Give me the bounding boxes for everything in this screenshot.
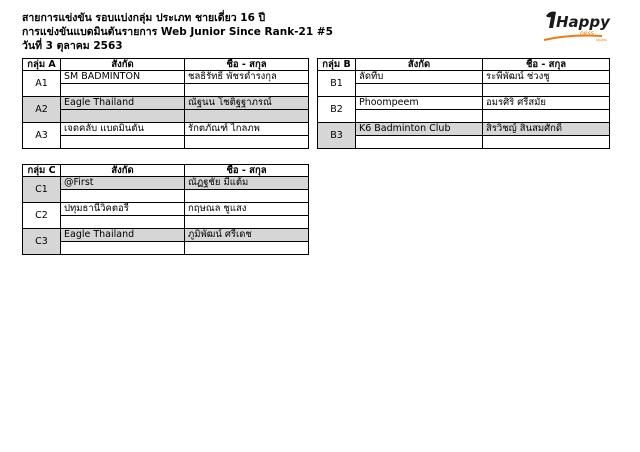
logo-text: Happy (556, 13, 610, 31)
affiliation-cell: Eagle Thailand (61, 229, 185, 242)
seed-code: C1 (23, 177, 61, 203)
table-row (23, 97, 309, 110)
table-row (318, 71, 610, 84)
table-row-blank (23, 216, 309, 229)
group-b-header-row (318, 59, 610, 71)
seed-code: A1 (23, 71, 61, 97)
table-row (318, 123, 610, 136)
table-row (23, 229, 309, 242)
name-cell: อมรศิริ ศรีสมัย (483, 97, 610, 110)
name-cell: ภูมิพัฒน์ ศรีเดช (185, 229, 309, 242)
affiliation-cell: K6 Badminton Club (356, 123, 483, 136)
name-cell: กฤษณล ชูแสง (185, 203, 309, 216)
seed-code: A3 (23, 123, 61, 149)
table-row (23, 177, 309, 190)
table-row (318, 97, 610, 110)
table-row-blank (23, 84, 309, 97)
name-header: ชื่อ - สกุล (185, 59, 309, 71)
table-row-blank (23, 136, 309, 149)
group-b-label: กลุ่ม B (318, 59, 356, 71)
happyness-logo (540, 6, 620, 44)
page-header (22, 11, 333, 53)
name-cell: ณัฏฐชัย มีแต้ม (185, 177, 309, 190)
table-row-blank (23, 190, 309, 203)
affiliation-cell: Eagle Thailand (61, 97, 185, 110)
group-a-label: กลุ่ม A (23, 59, 61, 71)
logo-tiny: studio (596, 38, 607, 42)
table-row-blank (23, 110, 309, 123)
name-cell: รักตภัณฑ์ ไกลภพ (185, 123, 309, 136)
name-cell: ชลธิรัทธิ์ พัชรดำรงกุล (185, 71, 309, 84)
seed-code: B1 (318, 71, 356, 97)
affiliation-cell: เจดคลับ แบดมินตัน (61, 123, 185, 136)
group-a-table (22, 58, 309, 149)
name-cell: ระพีพัฒน์ ช่วงชู (483, 71, 610, 84)
table-row-blank (23, 242, 309, 255)
seed-code: C2 (23, 203, 61, 229)
group-b-table (317, 58, 610, 149)
group-a-header-row (23, 59, 309, 71)
table-row-blank (318, 136, 610, 149)
affiliation-cell: SM BADMINTON (61, 71, 185, 84)
logo-sub: ness (580, 30, 594, 37)
table-row (23, 123, 309, 136)
affiliation-cell: Phoompeem (356, 97, 483, 110)
header-title: สายการแข่งขัน รอบแบ่งกลุ่ม ประเภท ชายเดี่ยว 16 ปี (22, 12, 266, 24)
affiliation-cell: ลัดทีบ (356, 71, 483, 84)
group-c-label: กลุ่ม C (23, 165, 61, 177)
name-header: ชื่อ - สกุล (483, 59, 610, 71)
group-c-table (22, 164, 309, 255)
seed-code: B3 (318, 123, 356, 149)
seed-code: C3 (23, 229, 61, 255)
affiliation-cell: @First (61, 177, 185, 190)
affiliation-cell: ปทุมธานีวิคตอรี่ (61, 203, 185, 216)
header-date: วันที่ 3 ตุลาคม 2563 (22, 40, 123, 52)
seed-code: A2 (23, 97, 61, 123)
affiliation-header: สังกัด (356, 59, 483, 71)
header-tournament: การแข่งขันแบดมินตันรายการ Web Junior Since Rank-21 #5 (22, 26, 333, 38)
group-c-header-row (23, 165, 309, 177)
table-row-blank (318, 84, 610, 97)
table-row (23, 71, 309, 84)
seed-code: B2 (318, 97, 356, 123)
table-row-blank (318, 110, 610, 123)
name-cell: สิรวิชญ์ สินสมศักดิ์ (483, 123, 610, 136)
name-cell: ณัฐนน โชติฐฐาภรณ์ (185, 97, 309, 110)
affiliation-header: สังกัด (61, 59, 185, 71)
name-header: ชื่อ - สกุล (185, 165, 309, 177)
table-row (23, 203, 309, 216)
affiliation-header: สังกัด (61, 165, 185, 177)
